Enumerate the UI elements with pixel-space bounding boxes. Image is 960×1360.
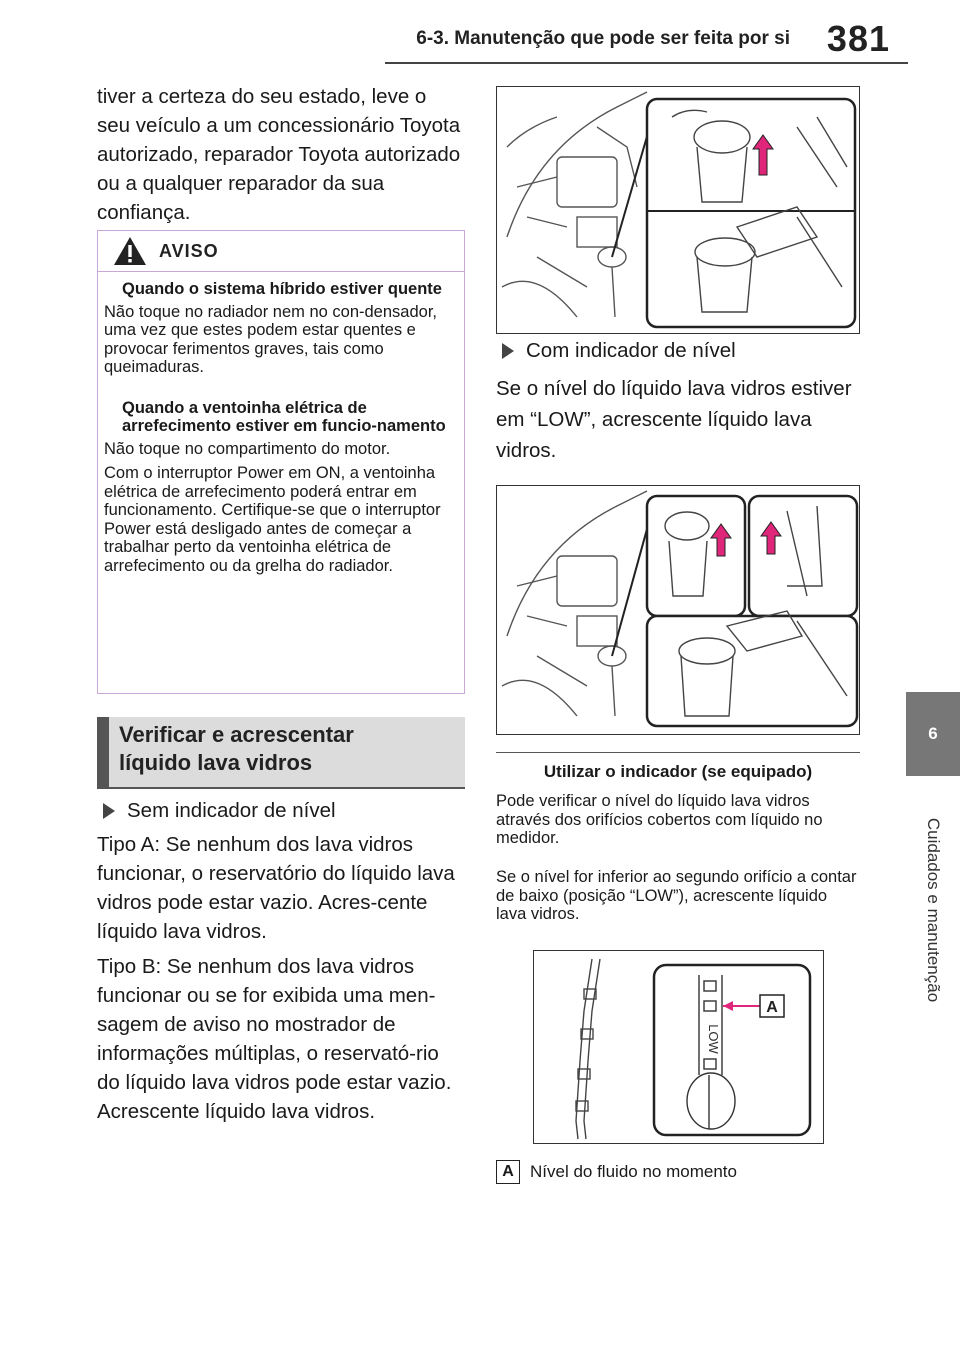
- type-a-paragraph: Tipo A: Se nenhum dos lava vidros funcionar, o reservatório do líquido lava vidros pode estar vazio. Acres-cente líquido lava vidros.: [97, 833, 455, 943]
- section-title: 6-3. Manutenção que pode ser feita por si: [416, 28, 790, 49]
- triangle-bullet-icon: [502, 343, 514, 359]
- warning-body: [98, 272, 464, 575]
- warning-paragraph: Com o interruptor Power em ON, a ventoinha elétrica de arrefecimento poderá entrar em funcionamento. Certifique-se que o interruptor Power está desligado antes de começar a trabalhar perto da ventoinha elétrica de arrefecimento ou da grelha do radiador.: [104, 464, 441, 575]
- triangle-bullet-icon: [103, 803, 115, 819]
- gauge-paragraph-2: Se o nível for inferior ao segundo orifício a contar de baixo (posição “LOW”), acrescente líquido lava vidros.: [496, 868, 857, 923]
- header-rule: [385, 62, 908, 64]
- legend-text: Nível do fluido no momento: [530, 1162, 737, 1181]
- section-heading: Verificar e acrescentar líquido lava vidros: [97, 717, 465, 789]
- warning-subheading-fan: Quando a ventoinha elétrica de arrefecimento estiver em funcio-namento: [122, 398, 446, 435]
- with-indicator-block: [496, 336, 860, 466]
- bullet-with-indicator: Com indicador de nível: [496, 336, 860, 365]
- with-indicator-paragraph: Se o nível do líquido lava vidros estiver em “LOW”, acrescente líquido lava vidros.: [496, 377, 852, 462]
- legend-key: A: [496, 1160, 520, 1184]
- callout-a-label: A: [766, 999, 778, 1016]
- low-marker-label: LOW: [706, 1024, 721, 1054]
- chapter-label: Cuidados e manutenção: [924, 817, 944, 1003]
- no-indicator-block: [97, 796, 465, 1126]
- warning-paragraph: Não toque no compartimento do motor.: [104, 439, 391, 458]
- figure-reservoir-no-indicator: [496, 86, 860, 334]
- warning-paragraph: Não toque no radiador nem no con-densador, uma vez que estes podem estar quentes e provocar ferimentos graves, tais como queimaduras.: [104, 302, 437, 376]
- legend: [496, 1160, 737, 1184]
- caption-rule: [496, 752, 860, 753]
- chapter-tab[interactable]: [906, 692, 960, 776]
- warning-triangle-icon: [113, 236, 147, 266]
- figure-reservoir-with-indicator: [496, 485, 860, 735]
- warning-subheading-hot: Quando o sistema híbrido estiver quente: [122, 280, 442, 298]
- chapter-number: 6: [928, 724, 938, 743]
- figure-level-gauge: [533, 950, 824, 1144]
- engine-bay-gauge-illustration: [497, 486, 860, 735]
- type-b-paragraph: Tipo B: Se nenhum dos lava vidros funcionar ou se for exibida uma men-sagem de aviso no mostrador de informações múltiplas, o reservató-rio do líquido lava vidros pode estar vazio. Acrescente líquido lava vidros.: [97, 955, 452, 1123]
- gauge-caption-title: Utilizar o indicador (se equipado): [543, 762, 813, 781]
- warning-header: [98, 231, 464, 272]
- warning-box: [97, 230, 465, 694]
- intro-paragraph: tiver a certeza do seu estado, leve o seu veículo a um concessionário Toyota autorizado, reparador Toyota autorizado ou a qualquer reparador da sua confiança.: [97, 85, 461, 224]
- page-header: [0, 0, 960, 62]
- bullet-no-indicator: Sem indicador de nível: [97, 796, 465, 825]
- page-number: 381: [826, 18, 890, 59]
- engine-bay-illustration: [497, 87, 860, 334]
- gauge-paragraph-1: Pode verificar o nível do líquido lava vidros através dos orifícios cobertos com líquido no medidor.: [496, 792, 823, 847]
- warning-title: AVISO: [159, 240, 219, 261]
- level-gauge-illustration: [534, 951, 824, 1144]
